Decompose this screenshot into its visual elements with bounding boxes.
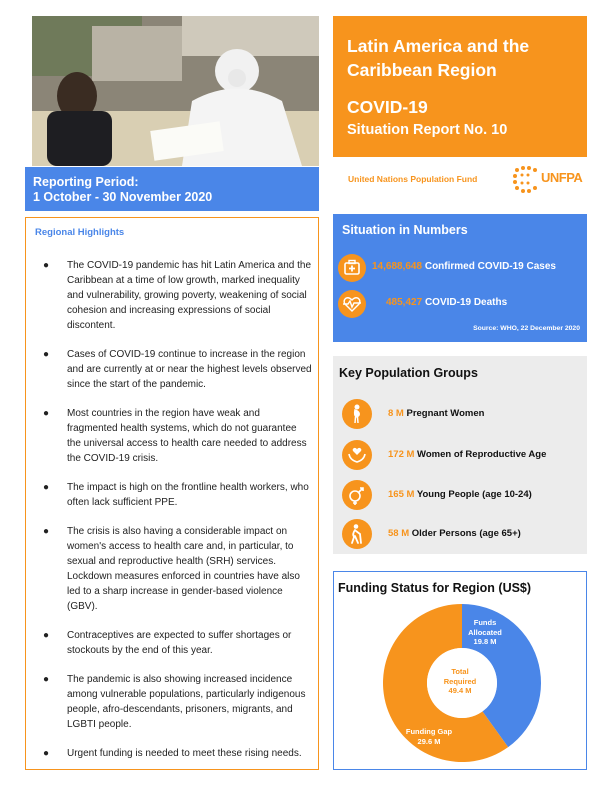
fund-name: United Nations Population Fund	[348, 174, 478, 184]
highlight-item	[35, 628, 318, 658]
population-group-row	[342, 399, 582, 429]
population-group-label: Young People (age 10-24)	[416, 489, 532, 500]
highlight-item	[35, 406, 318, 466]
highlight-item	[35, 258, 318, 333]
elderly-person-icon	[342, 519, 372, 549]
funds-allocated-value: 19.8 M	[473, 637, 497, 646]
highlight-text: The crisis is also having a considerable impact on women's access to health care and, in particular, to sexual and reproductive health (SRH) services. Lockdown measures enforced in countries have also led to a sharp increase in gender-based violence (GBV).	[67, 526, 300, 612]
population-group-text	[388, 408, 484, 419]
highlight-item	[35, 347, 318, 392]
total-required-label-line2: Required	[443, 676, 477, 686]
highlight-text: Contraceptives are expected to suffer shortages or stockouts by the end of this year.	[67, 630, 292, 656]
bullet-icon: ●	[43, 349, 50, 360]
gender-symbol-icon	[342, 480, 372, 510]
highlight-text: Most countries in the region have weak and fragmented health systems, which do not guarantee the universal access to health care needed to address the COVID-19 crisis.	[67, 408, 307, 464]
heart-pulse-icon	[338, 290, 366, 318]
reporting-period-label: Reporting Period:	[33, 175, 139, 189]
cases-number: 14,688,648	[372, 261, 423, 272]
population-group-number: 8 M	[388, 408, 404, 419]
highlight-item	[35, 746, 318, 761]
population-group-text	[388, 449, 546, 460]
pregnant-woman-icon	[342, 399, 372, 429]
highlight-text: Urgent funding is needed to meet these rising needs.	[67, 748, 302, 759]
region-title-line2: Caribbean Region	[347, 60, 497, 80]
cases-label: Confirmed COVID-19 Cases	[424, 261, 556, 272]
situation-in-numbers	[333, 214, 587, 342]
highlight-item	[35, 672, 318, 732]
deaths-stat	[333, 290, 587, 318]
region-title	[347, 34, 573, 82]
funding-gap-label-line1: Funding Gap	[405, 727, 453, 736]
population-group-label: Older Persons (age 65+)	[411, 528, 521, 539]
total-required-label-line1: Total	[451, 667, 469, 676]
highlight-text: Cases of COVID-19 continue to increase in the region and are currently at or near the highest levels observed since the start of the pandemic.	[67, 349, 312, 390]
report-number: Situation Report No. 10	[347, 122, 508, 138]
cover-photo	[32, 16, 319, 166]
bullet-icon: ●	[43, 630, 50, 641]
highlights-title: Regional Highlights	[35, 227, 125, 238]
situation-title: Situation in Numbers	[342, 223, 468, 237]
hands-heart-icon	[342, 440, 372, 470]
population-group-number: 165 M	[388, 489, 415, 500]
bullet-icon: ●	[43, 526, 50, 537]
funds-allocated-label-line2: Allocated	[468, 627, 502, 637]
population-group-row	[342, 519, 582, 549]
population-group-number: 58 M	[388, 528, 410, 539]
highlight-text: The pandemic is also showing increased incidence among vulnerable populations, particularly indigenous people, afro-descendants, prisoners, migrants, and LGBTI people.	[67, 674, 306, 730]
bullet-icon: ●	[43, 674, 50, 685]
cases-stat	[333, 254, 587, 282]
region-title-line1: Latin America and the	[347, 36, 530, 56]
population-group-label: Women of Reproductive Age	[417, 449, 547, 460]
funding-title: Funding Status for Region (US$)	[338, 581, 532, 595]
reporting-period	[25, 167, 319, 211]
funding-gap-value: 29.6 M	[417, 736, 441, 746]
bullet-icon: ●	[43, 408, 50, 419]
report-title-box	[333, 16, 587, 157]
population-group-number: 172 M	[388, 449, 415, 460]
bullet-icon: ●	[43, 482, 50, 493]
unfpa-bar	[333, 157, 587, 201]
unfpa-dots-icon	[511, 164, 543, 196]
highlight-item	[35, 480, 318, 510]
total-required-label	[435, 667, 485, 696]
regional-highlights	[25, 217, 319, 770]
key-population-groups	[333, 356, 587, 554]
medical-kit-icon	[338, 254, 366, 282]
deaths-label: COVID-19 Deaths	[424, 297, 508, 308]
highlight-item	[35, 524, 318, 614]
unfpa-logo-text: UNFPA	[541, 170, 583, 185]
deaths-text	[386, 297, 507, 308]
population-group-row	[342, 480, 582, 510]
key-population-title: Key Population Groups	[339, 366, 478, 380]
highlight-text: The impact is high on the frontline health workers, who often lack sufficient PPE.	[67, 482, 309, 508]
highlight-text: The COVID-19 pandemic has hit Latin America and the Caribbean at a time of low growth, marked inequality and vulnerability, growing poverty, weakening of social cohesion and increasing expressions of social discontent.	[67, 260, 312, 331]
unfpa-logo	[511, 164, 581, 196]
total-required-value: 49.4 M	[448, 686, 472, 695]
population-group-text	[388, 489, 532, 500]
funding-status	[333, 571, 587, 770]
bullet-icon: ●	[43, 260, 50, 271]
reporting-period-dates: 1 October - 30 November 2020	[33, 190, 213, 204]
funds-allocated-label	[460, 618, 510, 647]
highlights-list	[35, 258, 318, 761]
source-note: Source: WHO, 22 December 2020	[473, 325, 580, 332]
population-group-label: Pregnant Women	[406, 408, 485, 419]
population-group-row	[342, 440, 582, 470]
covid-title: COVID-19	[347, 97, 428, 117]
cases-text	[372, 261, 556, 272]
population-group-text	[388, 528, 521, 539]
deaths-number: 485,427	[386, 297, 423, 308]
funds-allocated-label-line1: Funds	[473, 618, 497, 627]
funding-gap-label	[397, 727, 461, 746]
bullet-icon: ●	[43, 748, 50, 759]
